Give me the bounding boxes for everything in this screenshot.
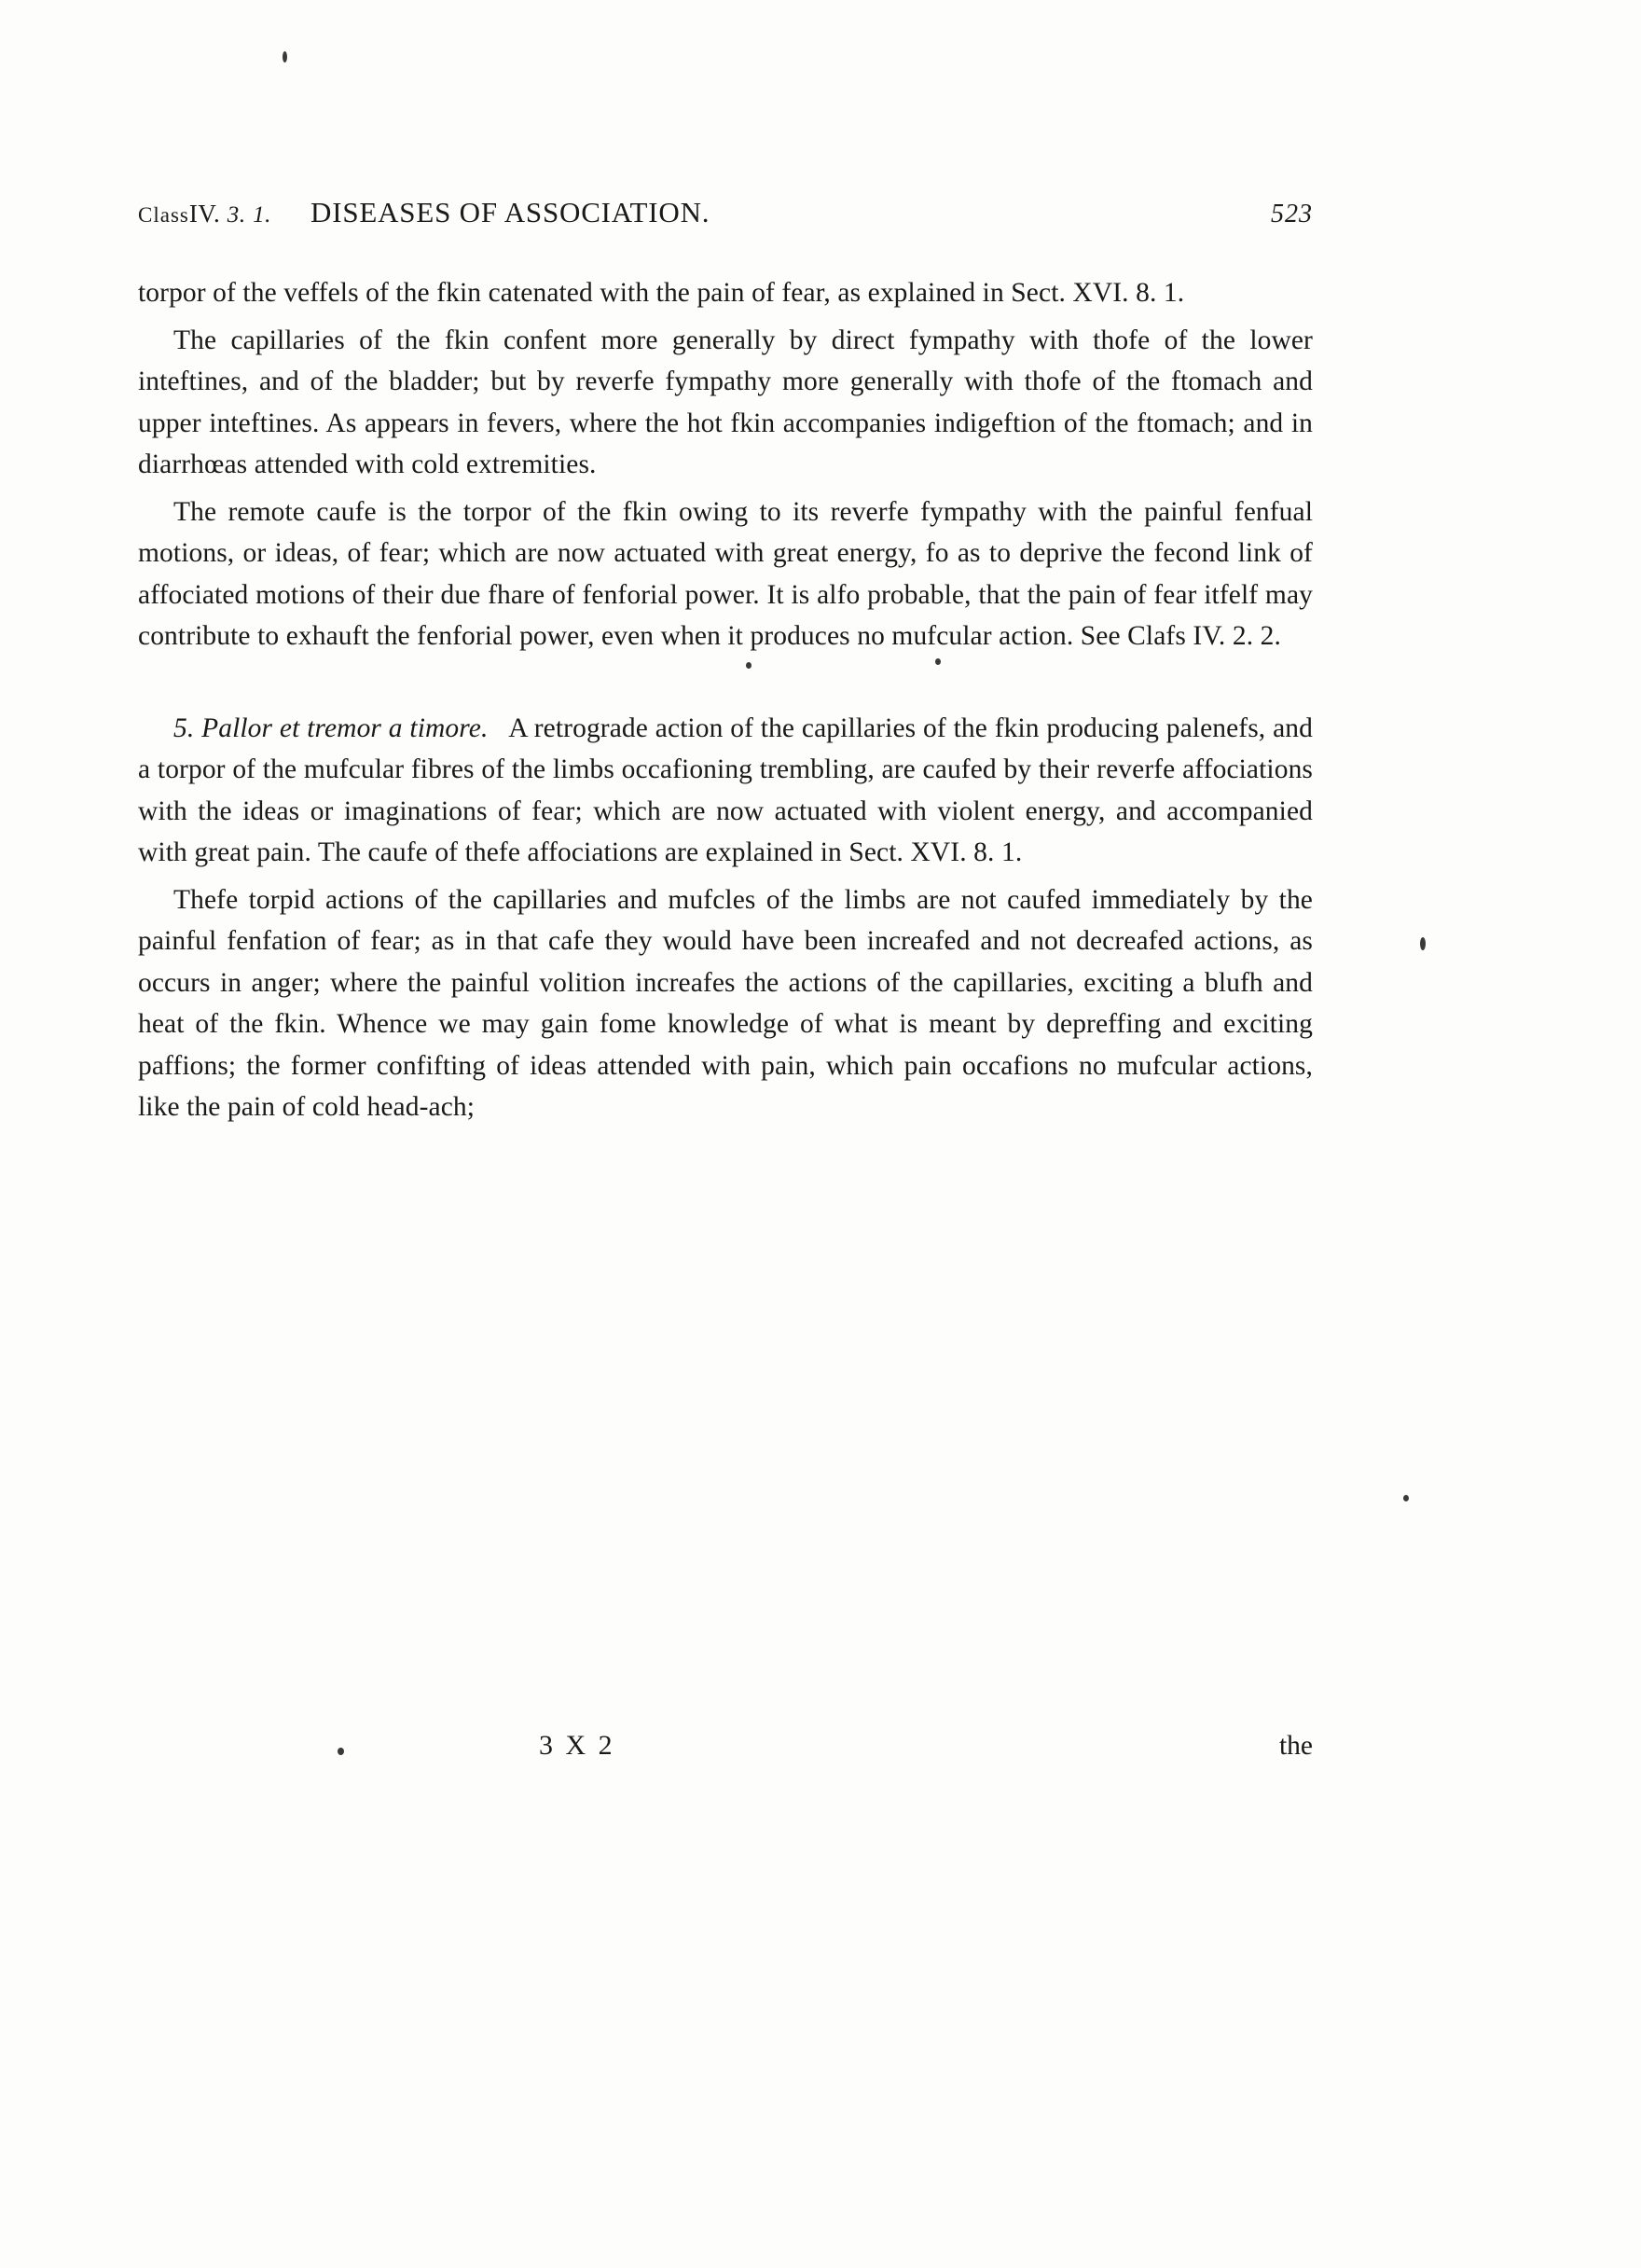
running-head-section-num: 3.: [227, 202, 246, 228]
page-content: [138, 196, 1313, 1128]
paragraph-1: torpor of the veffels of the fkin catenated with the pain of fear, as explained in Sect. XVI. 8. 1.: [138, 278, 1185, 308]
page-footer: [138, 1730, 1313, 1762]
paragraph-4-text: A retrograde action of the capillaries of the fkin producing palenefs, and a torpor of the mufcular fibres of the limbs occafioning trembling, are caufed by their reverfe affociations with the ideas or imaginations of fear; which are now actuated with violent energy, and accompanied with great pain. The caufe of thefe affociations are explained in Sect. XVI. 8. 1.: [138, 712, 1313, 867]
paragraph-3: The remote caufe is the torpor of the fkin owing to its reverfe fympathy with the painful fenfual motions, or ideas, of fear; which are now actuated with great energy, fo as to deprive the fecond link of affociated motions of their due fhare of fenforial power. It is alfo probable, that the pain of fear itfelf may contribute to exhauft the fenforial power, even when it produces no mufcular action. See Clafs IV. 2. 2.: [138, 496, 1313, 651]
running-head: [138, 196, 1313, 229]
paragraph-2: The capillaries of the fkin confent more generally by direct fympathy with thofe of the lower inteftines, and of the bladder; but by reverfe fympathy more generally with thofe of the ftomach and upper inteftines. As appears in fevers, where the hot fkin accompanies indigeftion of the ftomach; and in diarrhœas attended with cold extremities.: [138, 325, 1313, 479]
section-gap: [138, 657, 1313, 708]
page-number: 523: [1271, 200, 1313, 228]
running-head-order-num: 1.: [253, 202, 272, 228]
running-head-title: DISEASES OF ASSOCIATION.: [310, 196, 710, 228]
section-number: 5.: [173, 712, 195, 743]
ink-speck: [283, 51, 287, 62]
running-head-class: [138, 200, 271, 228]
catchword: the: [1278, 1731, 1313, 1761]
ink-speck: [1420, 937, 1426, 950]
section-heading: Pallor et tremor a timore.: [201, 712, 489, 743]
paragraph-4: [138, 708, 1313, 874]
ink-speck: [1403, 1495, 1409, 1501]
paragraph-5: Thefe torpid actions of the capillaries and mufcles of the limbs are not caufed immediately by the painful fenfation of fear; as in that cafe they would have been increafed and not decreafed actions, as occurs in anger; where the painful volition increafes the actions of the capillaries, exciting a blufh and heat of the fkin. Whence we may gain fome knowledge of what is meant by depreffing and exciting paffions; the former confifting of ideas attended with pain, which pain occafions no mufcular actions, like the pain of cold head-ach;: [138, 884, 1313, 1122]
running-head-class-roman: IV.: [188, 200, 221, 228]
running-head-class-label: Class: [138, 203, 189, 227]
signature-mark: 3 X 2: [539, 1730, 615, 1761]
